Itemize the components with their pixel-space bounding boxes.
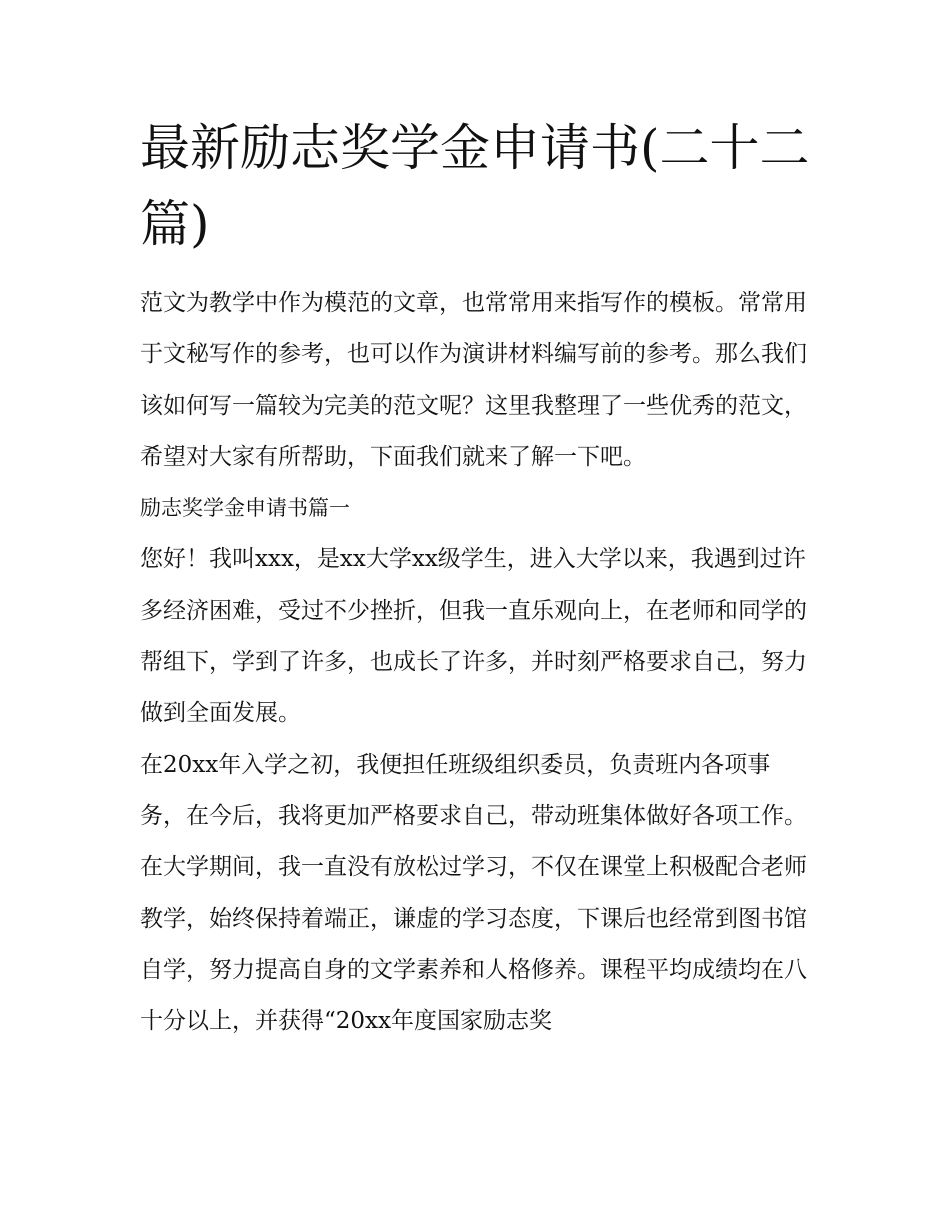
- body-paragraph: 您好！我叫xxx，是xx大学xx级学生，进入大学以来，我遇到过许多经济困难，受过不少挫折，但我一直乐观向上，在老师和同学的帮组下，学到了许多，也成长了许多，并时刻严格要求自己，努力做到全面发展。: [140, 546, 807, 727]
- intro-paragraph: 范文为教学中作为模范的文章，也常常用来指写作的模板。常常用于文秘写作的参考，也可以作为演讲材料编写前的参考。那么我们该如何写一篇较为完美的范文呢？这里我整理了一些优秀的范文，希望对大家有所帮助，下面我们就来了解一下吧。: [140, 290, 807, 470]
- body-paragraph: 在20xx年入学之初，我便担任班级组织委员，负责班内各项事务，在今后，我将更加严格要求自己，带动班集体做好各项工作。在大学期间，我一直没有放松过学习，不仅在课堂上积极配合老师教学，始终保持着端正，谦虚的学习态度，下课后也经常到图书馆自学，努力提高自身的文学素养和人格修养。课程平均成绩均在八十分以上，并获得“20xx年度国家励志奖: [140, 751, 807, 1035]
- document-title: 最新励志奖学金申请书(二十二篇): [140, 119, 810, 253]
- document-body: [140, 110, 812, 1047]
- section-heading: 励志奖学金申请书篇一: [140, 496, 350, 521]
